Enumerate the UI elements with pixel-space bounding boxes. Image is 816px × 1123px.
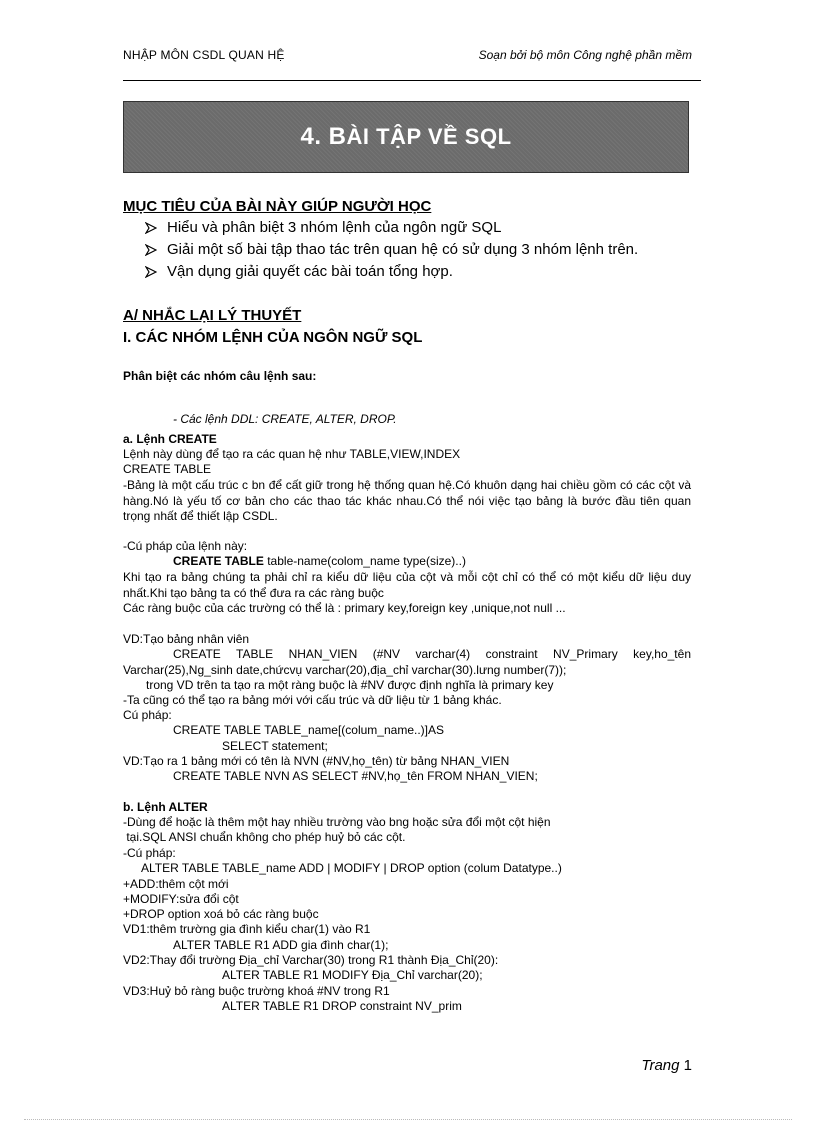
create-line2: CREATE TABLE xyxy=(123,462,212,476)
objective-item: Giải một số bài tập thao tác trên quan hệ có sử dụng 3 nhóm lệnh trên. xyxy=(145,241,638,258)
arrow-bullet-icon xyxy=(145,266,157,278)
alter-syntax: ALTER TABLE TABLE_name ADD | MODIFY | DROP option (colum Datatype..) xyxy=(141,861,562,875)
create-syntax: CREATE TABLE table-name(colom_name type(size)..) xyxy=(173,554,466,568)
chapter-title-box xyxy=(123,101,689,173)
alter-example-1-code: ALTER TABLE R1 ADD gia đình char(1); xyxy=(173,938,389,952)
create-syntax-label: -Cú pháp của lệnh này: xyxy=(123,539,248,553)
create-constraints: Các ràng buộc của các trường có thể là : primary key,foreign key ,unique,not null ... xyxy=(123,601,566,615)
objective-item: Hiểu và phân biệt 3 nhóm lệnh của ngôn ngữ SQL xyxy=(145,219,501,236)
alter-example-2: VD2:Thay đổi trường Địa_chỉ Varchar(30) trong R1 thành Địa_Chỉ(20): xyxy=(123,953,499,967)
objectives-heading: MỤC TIÊU CỦA BÀI NÀY GIÚP NGƯỜI HỌC xyxy=(123,198,432,215)
header-left: NHẬP MÔN CSDL QUAN HỆ xyxy=(123,48,285,62)
create-line1: Lệnh này dùng để tạo ra các quan hệ như TABLE,VIEW,INDEX xyxy=(123,447,461,461)
create-copy-example-label: VD:Tạo ra 1 bảng mới có tên là NVN (#NV,họ_tên) từ bảng NHAN_VIEN xyxy=(123,754,510,768)
page-bottom-divider xyxy=(24,1119,792,1120)
alter-desc-2: tại.SQL ANSI chuẩn không cho phép huỷ bỏ các cột. xyxy=(123,830,406,844)
alter-example-3-code: ALTER TABLE R1 DROP constraint NV_prim xyxy=(222,999,462,1013)
ddl-note: - Các lệnh DDL: CREATE, ALTER, DROP. xyxy=(173,412,397,426)
arrow-bullet-icon xyxy=(145,222,157,234)
create-heading: a. Lệnh CREATE xyxy=(123,432,217,446)
section-a-heading: A/ NHẮC LẠI LÝ THUYẾT xyxy=(123,307,302,324)
alter-option-add: +ADD:thêm cột mới xyxy=(123,877,229,891)
objective-item: Vận dụng giải quyết các bài toán tổng hợp. xyxy=(145,263,453,280)
create-example-code: CREATE TABLE NHAN_VIEN (#NV varchar(4) constraint NV_Primary key,ho_tên Varchar(25),Ng_sinh date,chứcvụ varchar(20),địa_chỉ varchar(30).lưng number(7)); xyxy=(123,647,691,677)
alter-desc-1: -Dùng để hoặc là thêm một hay nhiều trường vào bng hoặc sửa đổi một cột hiện xyxy=(123,815,551,829)
create-paragraph-2: Khi tạo ra bảng chúng ta phải chỉ ra kiểu dữ liệu của cột và mỗi cột chỉ có thể có một kiểu dữ liệu duy nhất.Khi tạo bảng ta có thể đưa ra các ràng buộc xyxy=(123,570,691,600)
create-paragraph: -Bảng là một cấu trúc c bn để cất giữ trong hệ thống quan hệ.Có khuôn dạng hai chiều gồm có các cột và hàng.Nó là yếu tố cơ bản cho các thao tác khác nhau.Có thể nói việc tạo bảng là bước đầu tiên quan trọng nhất để thiết lập CSDL. xyxy=(123,478,691,523)
alter-syntax-label: -Cú pháp: xyxy=(123,846,176,860)
create-copy-note: -Ta cũng có thể tạo ra bảng mới với cấu trúc và dữ liệu từ 1 bảng khác. xyxy=(123,693,502,707)
alter-heading: b. Lệnh ALTER xyxy=(123,800,208,814)
create-copy-syntax-1: CREATE TABLE TABLE_name[(colum_name..)]AS xyxy=(173,723,444,737)
alter-example-2-code: ALTER TABLE R1 MODIFY Địa_Chỉ varchar(20); xyxy=(222,968,483,982)
create-example-note: trong VD trên ta tạo ra một ràng buộc là #NV được định nghĩa là primary key xyxy=(146,678,554,692)
create-example-label: VD:Tạo bảng nhân viên xyxy=(123,632,250,646)
create-copy-example-code: CREATE TABLE NVN AS SELECT #NV,họ_tên FROM NHAN_VIEN; xyxy=(173,769,538,783)
create-copy-syntax-2: SELECT statement; xyxy=(222,739,328,753)
section-i-heading: I. CÁC NHÓM LỆNH CỦA NGÔN NGỮ SQL xyxy=(123,329,423,346)
alter-example-1: VD1:thêm trường gia đình kiểu char(1) vào R1 xyxy=(123,922,371,936)
chapter-title: 4. BÀI TẬP VỀ SQL xyxy=(300,123,512,150)
header-divider xyxy=(123,80,701,81)
arrow-bullet-icon xyxy=(145,244,157,256)
alter-option-drop: +DROP option xoá bỏ các ràng buộc xyxy=(123,907,319,921)
alter-option-modify: +MODIFY:sửa đổi cột xyxy=(123,892,239,906)
page-number: Trang 1 xyxy=(641,1057,692,1074)
alter-example-3: VD3:Huỷ bỏ ràng buộc trường khoá #NV trong R1 xyxy=(123,984,390,998)
header-right: Soạn bởi bộ môn Công nghệ phần mềm xyxy=(478,48,692,62)
create-copy-syntax-label: Cú pháp: xyxy=(123,708,172,722)
intro-text: Phân biệt các nhóm câu lệnh sau: xyxy=(123,369,317,383)
